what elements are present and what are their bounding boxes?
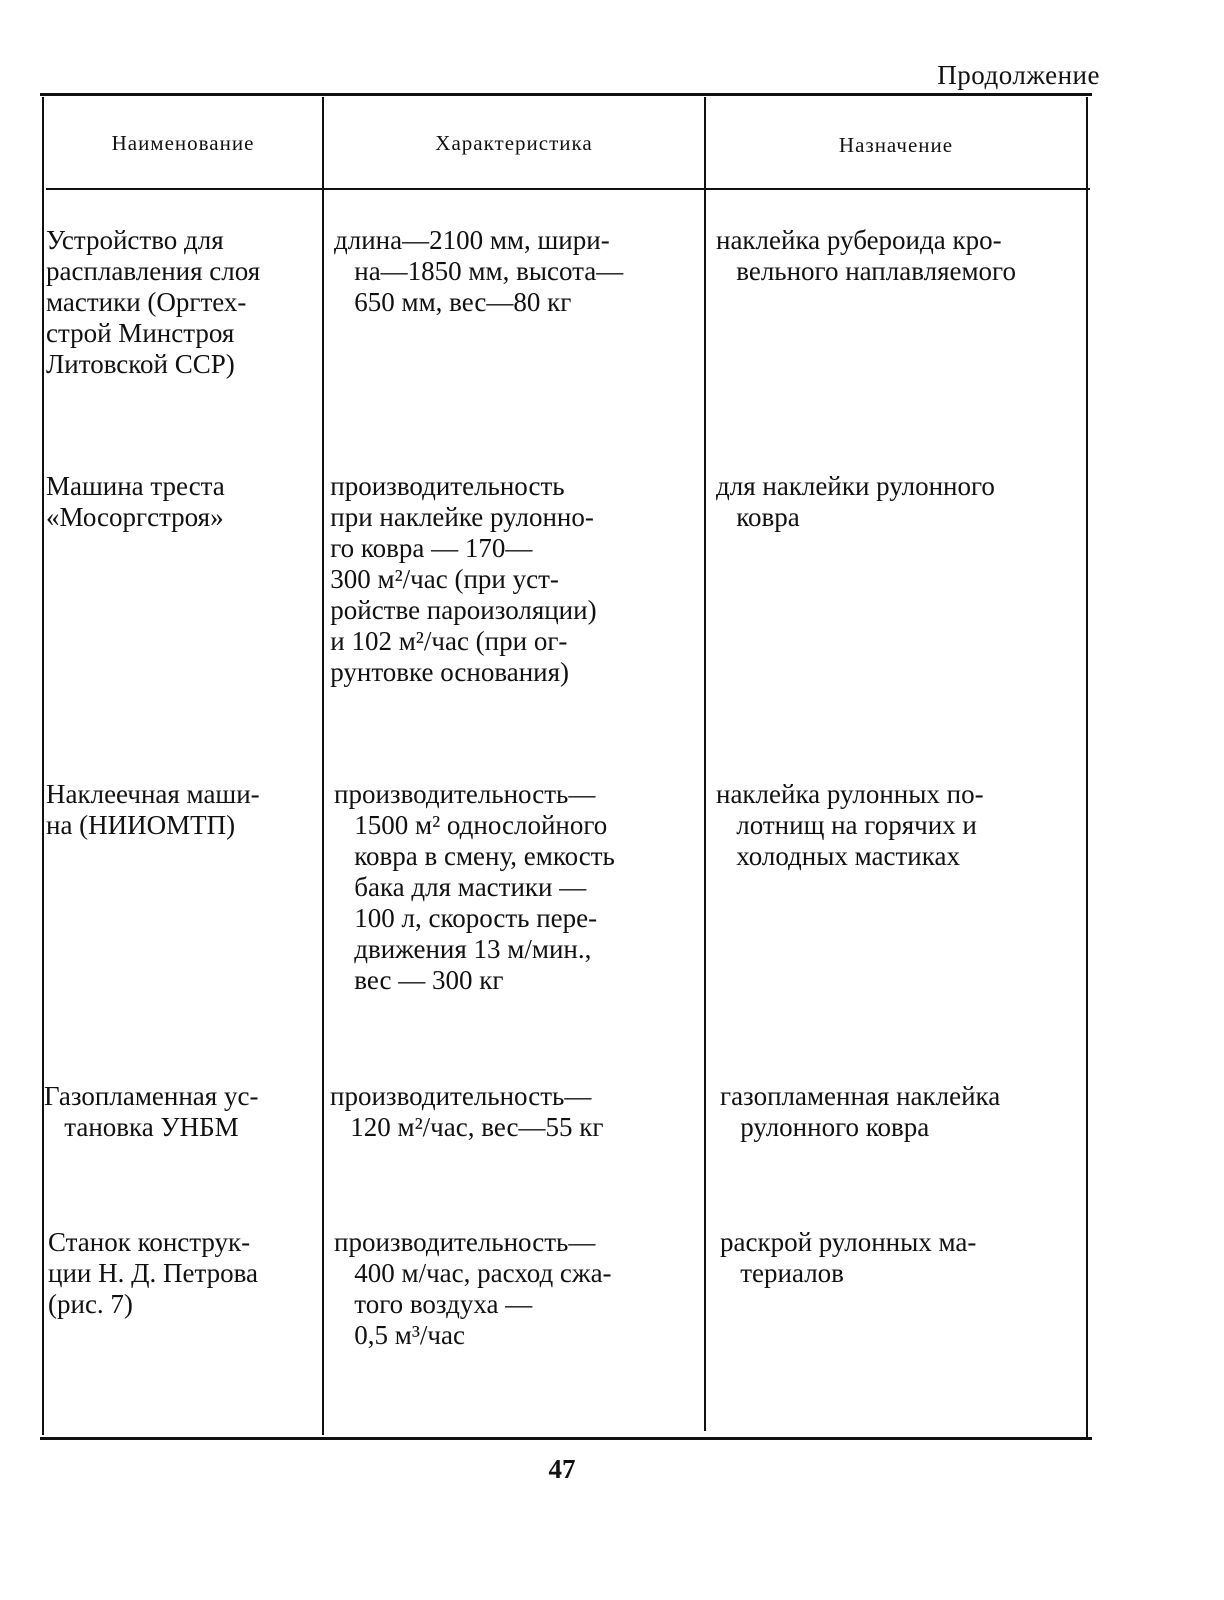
cell-characteristics: производительность при наклейке рулонно- го ковра — 170— 300 м²/час (при уст- ройстве пароизоляции) и 102 м²/час (при ог- рунтовке основания) xyxy=(330,471,597,687)
cell-name: Наклеечная маши- на (НИИОМТП) xyxy=(46,779,260,840)
cell-name: Машина треста «Мосоргстроя» xyxy=(46,471,225,532)
column-divider-1 xyxy=(322,97,324,1435)
cell-purpose: раскрой рулонных ма- териалов xyxy=(720,1227,977,1288)
page-number xyxy=(0,1454,1224,1485)
column-header-characteristics: Характеристика xyxy=(435,131,593,155)
cell-characteristics: производительность— 120 м²/час, вес—55 кг xyxy=(330,1081,604,1142)
column-border-right xyxy=(1086,97,1088,1437)
cell-name: Газопламенная ус- тановка УНБМ xyxy=(44,1081,259,1142)
column-divider-2 xyxy=(704,97,706,1431)
header-rule xyxy=(46,188,1090,190)
table-top-rule xyxy=(40,93,1092,96)
cell-characteristics: производительность— 1500 м² однослойного ковра в смену, емкость бака для мастики — 100 л, скорость пере- движения 13 м/мин., вес — 300 кг xyxy=(334,779,615,995)
cell-purpose: газопламенная наклейка рулонного ковра xyxy=(720,1081,1001,1142)
continuation-label: Продолжение xyxy=(937,60,1100,90)
table-bottom-rule xyxy=(40,1437,1092,1440)
equipment-table xyxy=(40,93,1092,1443)
cell-purpose: для наклейки рулонного ковра xyxy=(716,471,995,532)
cell-characteristics: длина—2100 мм, шири- на—1850 мм, высота— 650 мм, вес—80 кг xyxy=(334,225,624,317)
cell-purpose: наклейка рулонных по- лотнищ на горячих и холодных мастиках xyxy=(716,779,984,871)
cell-characteristics: производительность— 400 м/час, расход сжа- того воздуха — 0,5 м³/час xyxy=(334,1227,612,1350)
page-number-text: 47 xyxy=(548,1454,576,1484)
cell-name: Станок конструк- ции Н. Д. Петрова (рис. 7) xyxy=(48,1227,259,1319)
cell-name: Устройство для расплавления слоя мастики (Оргтех- строй Минстроя Литовской ССР) xyxy=(46,225,261,379)
column-border-left xyxy=(42,97,44,1435)
column-header-purpose: Назначение xyxy=(838,133,954,157)
cell-purpose: наклейка рубероида кро- вельного наплавляемого xyxy=(716,225,1016,286)
column-header-name: Наименование xyxy=(111,131,255,155)
